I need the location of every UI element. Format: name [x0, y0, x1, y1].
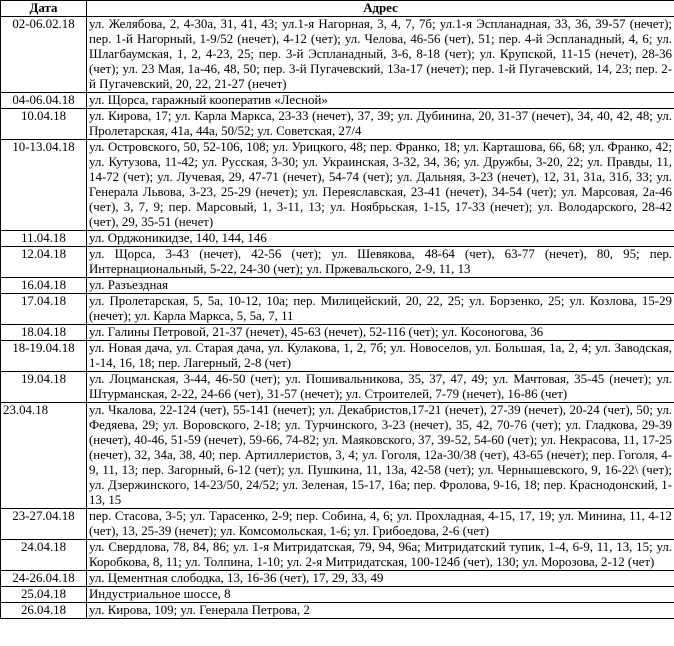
row-date: 23.04.18 [1, 403, 87, 509]
row-address: ул. Пролетарская, 5, 5а, 10-12, 10а; пер. Милицейский, 20, 22, 25; ул. Борзенко, 25; ул. Козлова, 15-29 (нечет); ул. Карла Маркса, 5, 5а, 7, 11 [87, 294, 674, 325]
row-address: ул. Островского, 50, 52-106, 108; ул. Урицкого, 48; пер. Франко, 18; ул. Карташова, 66, 68; ул. Франко, 42; ул. Кутузова, 11-42; ул. Русская, 3-30; ул. Украинская, 3-32, 34, 36; ул. Дружбы, 3-20, 22; ул. Правды, 11, 14-72 (чет); ул. Лучевая, 29, 47-71 (нечет), 54-74 (чет); ул. Дальняя, 3-23 (нечет), 12, 31, 31а, 31б, 33; ул. Генерала Львова, 3-23, 25-29 (нечет); ул. Переяславская, 23-41 (нечет), 34-54 (чет); ул. Марсовая, 2а-46 (чет), 3, 7, 9; пер. Марсовый, 1, 3-11, 13; ул. Ноябрьская, 1-15, 17-33 (нечет); ул. Володарского, 28-42 (чет), 29, 35-51 (нечет) [87, 140, 674, 231]
header-address: Адрес [87, 1, 674, 17]
row-address: ул. Лоцманская, 3-44, 46-50 (чет); ул. Пошивальникова, 35, 37, 47, 49; ул. Мачтовая, 35-45 (нечет); ул. Штурманская, 2-22, 24-66 (чет), 31-57 (нечет); ул. Строителей, 7-79 (нечет), 16-86 (чет) [87, 372, 674, 403]
table-row [1, 587, 674, 603]
row-date: 23-27.04.18 [1, 509, 87, 540]
table-row [1, 247, 674, 278]
row-date: 18-19.04.18 [1, 341, 87, 372]
row-date: 10-13.04.18 [1, 140, 87, 231]
row-date: 24-26.04.18 [1, 571, 87, 587]
row-address: ул. Орджоникидзе, 140, 144, 146 [87, 231, 674, 247]
row-address: ул. Кирова, 109; ул. Генерала Петрова, 2 [87, 603, 674, 619]
row-address: ул. Желябова, 2, 4-30а, 31, 41, 43; ул.1-я Нагорная, 3, 4, 7, 7б; ул.1-я Эспланадная, 33, 36, 39-57 (нечет); пер. 1-й Нагорный, 1-9/52 (нечет), 4-12 (чет); ул. Челова, 46-56 (чет), 51; пер. 4-й Эспланадный, 4, 6; ул. Шлагбаумская, 1, 2, 4-23, 25; пер. 3-й Эспланадный, 3-6, 8-18 (чет); ул. Крупской, 11-15 (нечет), 28-36 (чет); ул. 23 Мая, 1а-46, 48, 50; пер. 3-й Пугачевский, 13а-17 (нечет); пер. 1-й Пугачевский, 14, 23; пер. 2-й Пугачевский, 20, 22, 21-27 (нечет) [87, 17, 674, 93]
table-row [1, 372, 674, 403]
row-date: 25.04.18 [1, 587, 87, 603]
row-address: ул. Свердлова, 78, 84, 86; ул. 1-я Митридатская, 79, 94, 96а; Митридатский тупик, 1-4, 6-9, 11, 13, 15; ул. Коробкова, 8, 11; ул. Толпина, 1-10; ул. 2-я Митридатская, 100-124б (чет), 130; ул. Морозова, 2-12 (чет) [87, 540, 674, 571]
row-address: ул. Кирова, 17; ул. Карла Маркса, 23-33 (нечет), 37, 39; ул. Дубинина, 20, 31-37 (нечет), 34, 40, 42, 48; ул. Пролетарская, 41а, 44а, 50/52; ул. Советская, 27/4 [87, 109, 674, 140]
table-row [1, 341, 674, 372]
row-date: 24.04.18 [1, 540, 87, 571]
table-row [1, 571, 674, 587]
row-address: ул. Цементная слободка, 13, 16-36 (чет), 17, 29, 33, 49 [87, 571, 674, 587]
row-address: ул. Разъездная [87, 278, 674, 294]
table-row [1, 93, 674, 109]
table-row [1, 403, 674, 509]
table-row [1, 509, 674, 540]
table-row [1, 140, 674, 231]
table-row [1, 294, 674, 325]
row-date: 11.04.18 [1, 231, 87, 247]
row-address: пер. Стасова, 3-5; ул. Тарасенко, 2-9; пер. Собина, 4, 6; ул. Прохладная, 4-15, 17, 19; ул. Минина, 11, 4-12 (чет), 13, 25-39 (нечет); ул. Комсомольская, 1-6; ул. Грибоедова, 2-6 (чет) [87, 509, 674, 540]
table-row [1, 540, 674, 571]
row-address: ул. Щорса, 3-43 (нечет), 42-56 (чет); ул. Шевякова, 48-64 (чет), 63-77 (нечет), 80, 95; пер. Интернациональный, 5-22, 24-30 (чет); ул. Пржевальского, 2-9, 11, 13 [87, 247, 674, 278]
row-date: 12.04.18 [1, 247, 87, 278]
row-address: ул. Чкалова, 22-124 (чет), 55-141 (нечет); ул. Декабристов,17-21 (нечет), 27-39 (нечет), 20-24 (чет), 50; ул. Федяева, 29; ул. Воровского, 2-18; ул. Турчинского, 3-23 (нечет), 35, 42, 70-76 (чет); ул. Гладкова, 29-39 (нечет), 40-46, 51-59 (нечет), 59-66, 74-82; ул. Маяковского, 37, 39-52, 54-60 (чет); ул. Некрасова, 11, 17-25 (нечет), 32, 34а, 38, 40; пер. Артиллеристов, 3, 4; ул. Гоголя, 12а-30/38 (чет), 43-65 (нечет); пер. Гоголя, 4-9, 11, 13; пер. Загорный, 6-12 (чет); ул. Пушкина, 11, 13а, 42-58 (чет); ул. Чернышевского, 9, 16-22\ (чет); ул. Дзержинского, 14-23/50, 24/52; ул. Зеленая, 15-17, 16а; пер. Фролова, 9-16, 18; пер. Краснодонский, 1-13, 15 [87, 403, 674, 509]
table-row [1, 109, 674, 140]
row-date: 26.04.18 [1, 603, 87, 619]
row-address: ул. Галины Петровой, 21-37 (нечет), 45-63 (нечет), 52-116 (чет); ул. Косоногова, 36 [87, 325, 674, 341]
table-row [1, 17, 674, 93]
row-date: 10.04.18 [1, 109, 87, 140]
row-address: Индустриальное шоссе, 8 [87, 587, 674, 603]
row-date: 16.04.18 [1, 278, 87, 294]
row-date: 17.04.18 [1, 294, 87, 325]
table-header-row [1, 1, 674, 17]
table-row [1, 231, 674, 247]
row-date: 04-06.04.18 [1, 93, 87, 109]
header-date: Дата [1, 1, 87, 17]
row-address: ул. Новая дача, ул. Старая дача, ул. Кулакова, 1, 2, 7б; ул. Новоселов, ул. Большая, 1а, 2, 4; ул. Заводская, 1-14, 16, 18; пер. Лагерный, 2-8 (чет) [87, 341, 674, 372]
row-date: 02-06.02.18 [1, 17, 87, 93]
table-row [1, 325, 674, 341]
row-date: 19.04.18 [1, 372, 87, 403]
row-date: 18.04.18 [1, 325, 87, 341]
table-row [1, 278, 674, 294]
row-address: ул. Щорса, гаражный кооператив «Лесной» [87, 93, 674, 109]
table-row [1, 603, 674, 619]
